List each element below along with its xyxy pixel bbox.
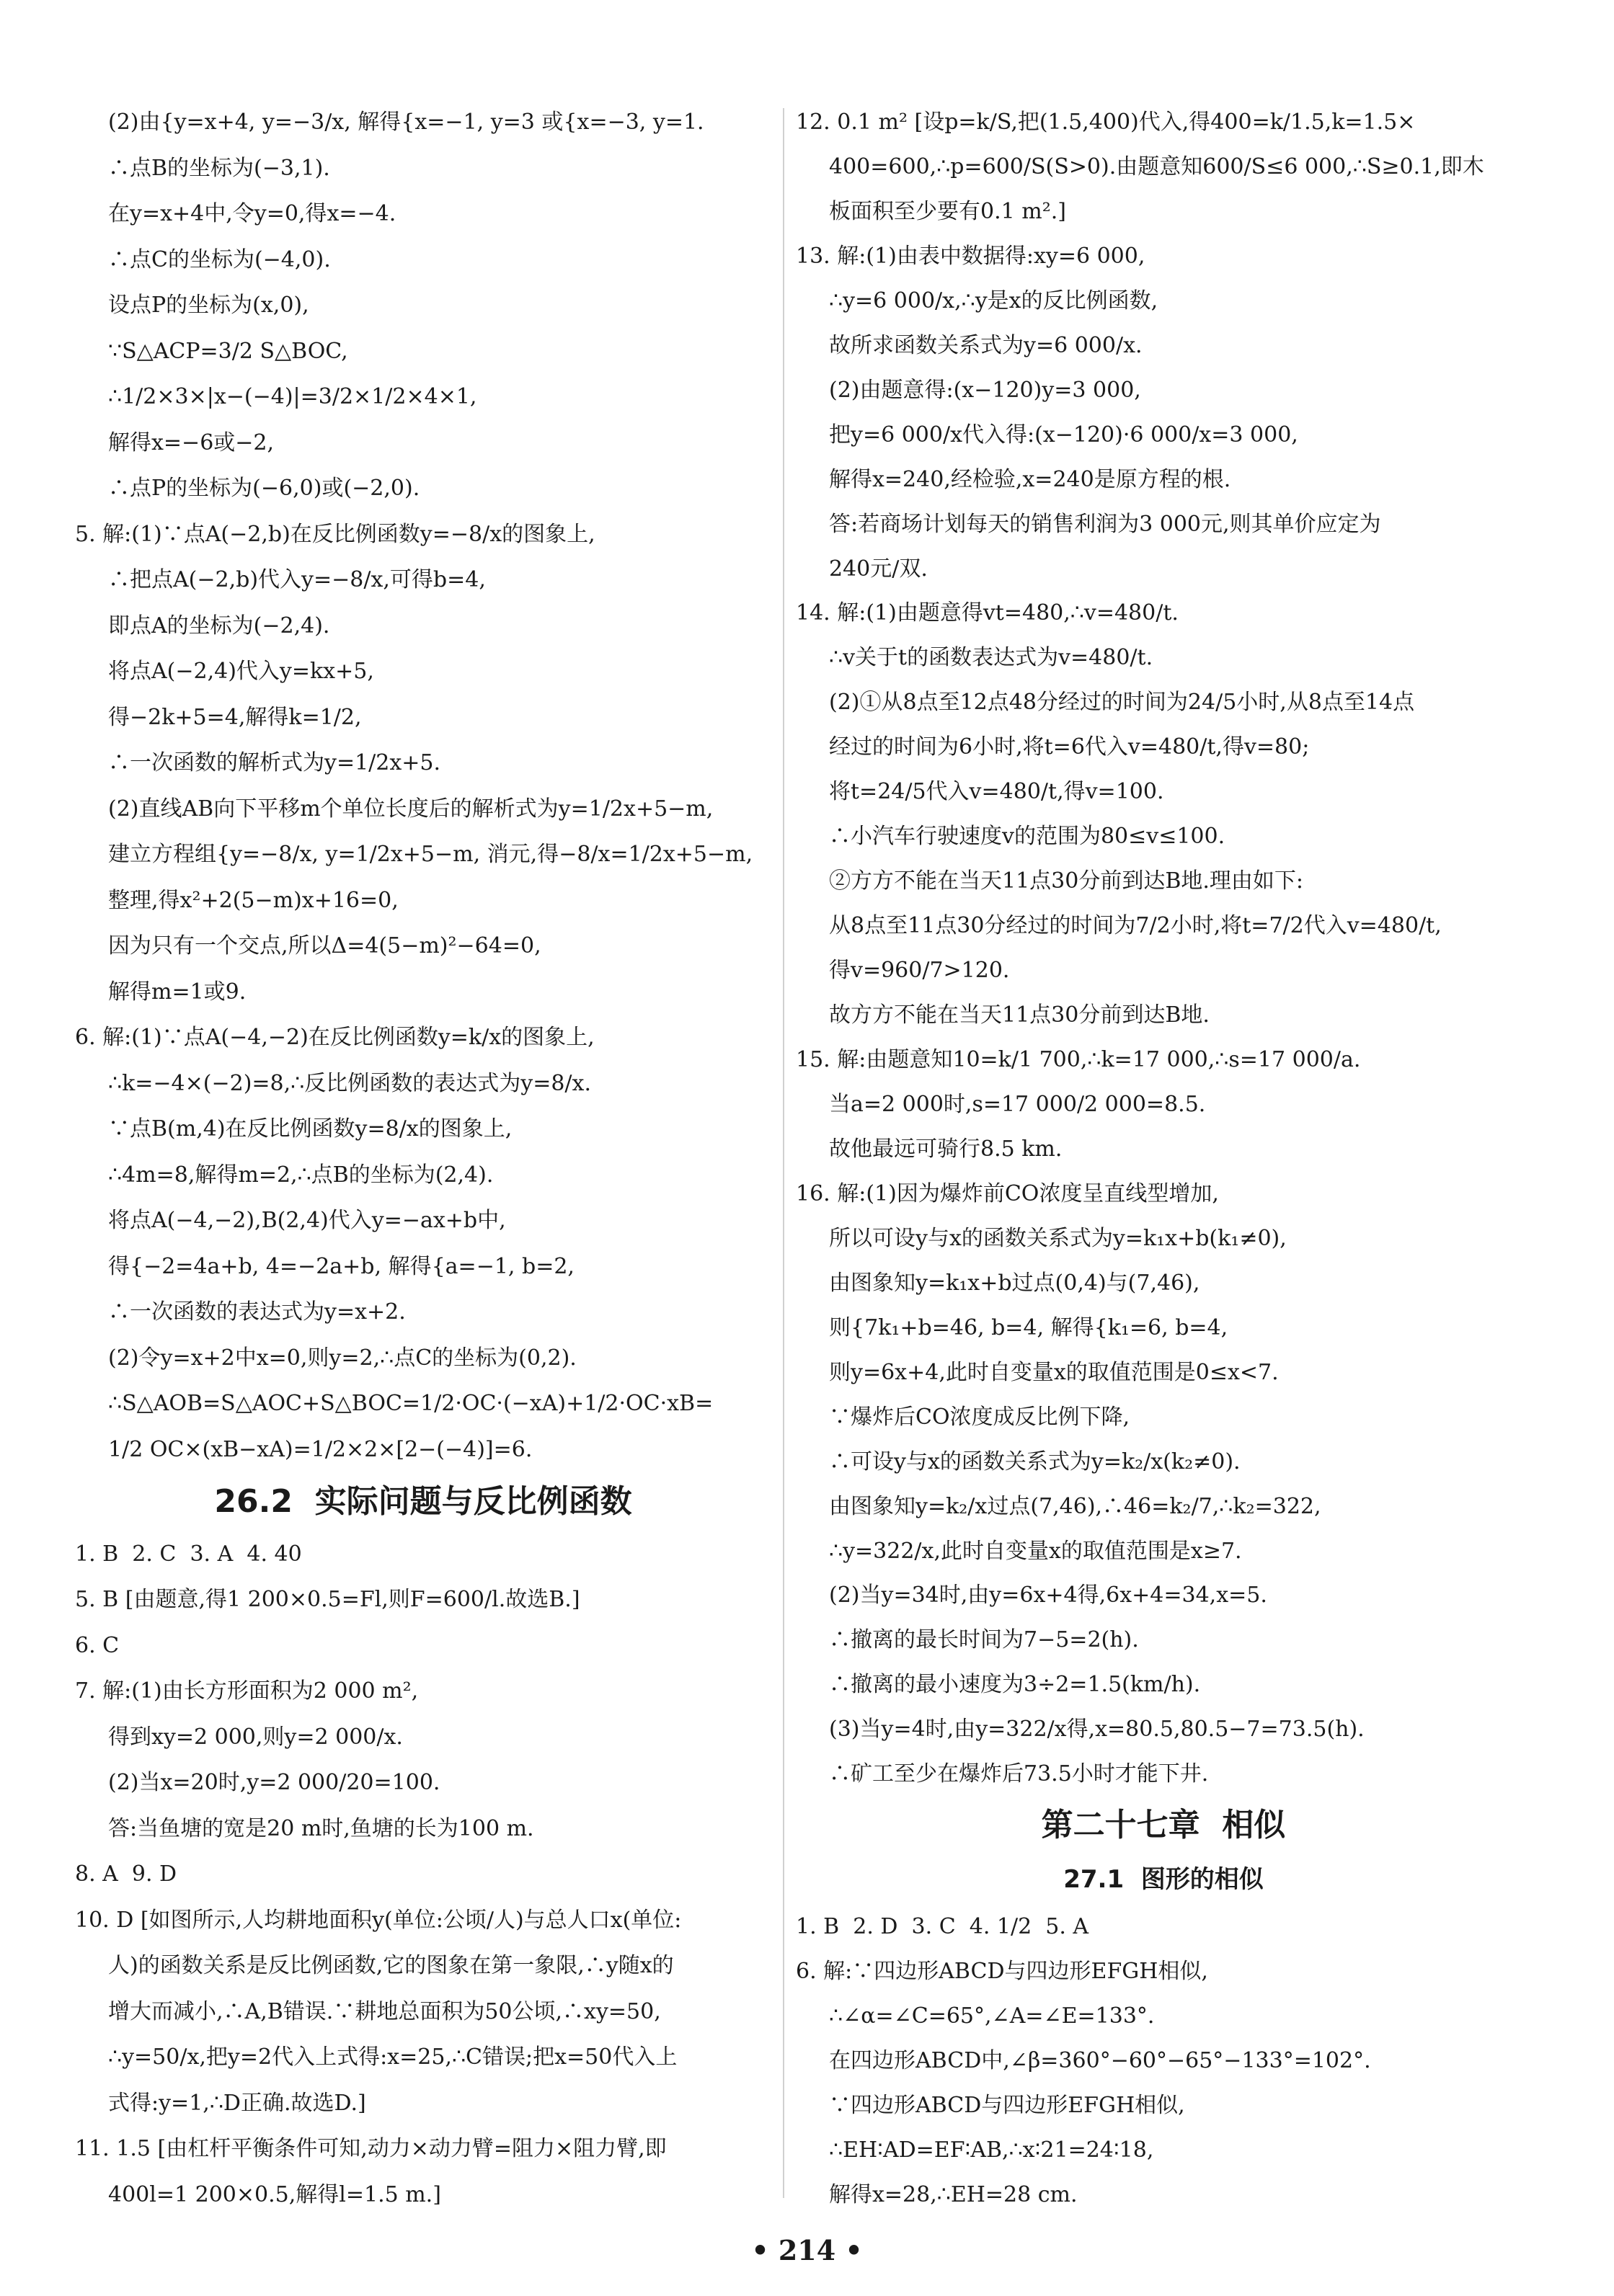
text-line: ∴∠α=∠C=65°,∠A=∠E=133°. [829,2003,1155,2029]
section-heading: 26.2 实际问题与反比例函数 [214,1483,632,1520]
left-column [75,108,771,2210]
text-line: 11. 1.5 [由杠杆平衡条件可知,动力×动力臂=阻力×阻力臂,即 [75,2136,667,2161]
text-line: ∴k=−4×(−2)=8,∴反比例函数的表达式为y=8/x. [108,1070,591,1096]
text-line: 得−2k+5=4,解得k=1/2, [108,704,362,730]
text-line: 故所求函数关系式为y=6 000/x. [829,332,1143,358]
text-line: 设点P的坐标为(x,0), [108,293,309,318]
text-line: ∴点B的坐标为(−3,1). [108,155,330,181]
text-line: 6. C [75,1632,120,1658]
text-line: ∴矿工至少在爆炸后73.5小时才能下井. [829,1761,1209,1787]
text-line: ∴4m=8,解得m=2,∴点B的坐标为(2,4). [108,1162,494,1188]
text-line: 12. 0.1 m² [设p=k/S,把(1.5,400)代入,得400=k/1.5,k=1.5× [796,110,1416,135]
text-line: 得到xy=2 000,则y=2 000/x. [108,1724,403,1750]
text-line: 将t=24/5代入v=480/t,得v=100. [829,779,1164,805]
text-line: 解得x=−6或−2, [108,430,275,455]
text-line: 16. 解:(1)因为爆炸前CO浓度呈直线型增加, [796,1180,1219,1206]
text-line: ∴EH∶AD=EF∶AB,∴x∶21=24∶18, [829,2137,1154,2163]
text-line: 5. B [由题意,得1 200×0.5=Fl,则F=600/l.故选B.] [75,1587,580,1612]
text-line: 14. 解:(1)由题意得vt=480,∴v=480/t. [796,600,1179,626]
text-line: 1. B 2. C 3. A 4. 40 [75,1541,302,1567]
text-line: 10. D [如图所示,人均耕地面积y(单位:公顷/人)与总人口x(单位: [75,1907,682,1933]
text-line: 得v=960/7>120. [829,958,1010,984]
text-line: 整理,得x²+2(5−m)x+16=0, [108,887,399,913]
text-line: 建立方程组{y=−8/x, y=1/2x+5−m, 消元,得−8/x=1/2x+5−m, [108,842,753,867]
text-line: 由图象知y=k₁x+b过点(0,4)与(7,46), [829,1270,1200,1296]
text-line: ∵S△ACP=3/2 S△BOC, [108,338,348,364]
text-line: 因为只有一个交点,所以Δ=4(5−m)²−64=0, [108,933,541,958]
text-line: 15. 解:由题意知10=k/1 700,∴k=17 000,∴s=17 000/a. [796,1047,1361,1073]
text-line: 在四边形ABCD中,∠β=360°−60°−65°−133°=102°. [829,2047,1371,2073]
text-line: (2)由题意得:(x−120)y=3 000, [829,377,1141,403]
text-line: ∴1/2×3×|x−(−4)|=3/2×1/2×4×1, [108,384,477,409]
page-number: • 214 • [751,2234,863,2266]
text-line: 即点A的坐标为(−2,4). [108,613,330,638]
text-line: ∴可设y与x的函数关系式为y=k₂/x(k₂≠0). [829,1449,1241,1474]
text-line: 解得x=28,∴EH=28 cm. [829,2181,1078,2207]
text-line: (2)①从8点至12点48分经过的时间为24/5小时,从8点至14点 [829,690,1415,716]
text-line: 板面积至少要有0.1 m².] [829,198,1066,224]
text-line: 400l=1 200×0.5,解得l=1.5 m.] [108,2181,441,2207]
text-line: 当a=2 000时,s=17 000/2 000=8.5. [829,1091,1206,1117]
text-line: 得{−2=4a+b, 4=−2a+b, 解得{a=−1, b=2, [108,1253,575,1279]
column-divider [783,108,784,2198]
text-line: ∴y=322/x,此时自变量x的取值范围是x≥7. [829,1538,1242,1564]
text-line: ∴一次函数的表达式为y=x+2. [108,1299,406,1325]
text-line: ∴点C的坐标为(−4,0). [108,246,331,272]
text-line: ∴小汽车行驶速度v的范围为80≤v≤100. [829,824,1225,850]
text-line: 增大而减小,∴A,B错误.∵耕地总面积为50公顷,∴xy=50, [108,1998,661,2024]
text-line: ∴y=50/x,把y=2代入上式得:x=25,∴C错误;把x=50代入上 [108,2044,678,2070]
text-line: 将点A(−4,−2),B(2,4)代入y=−ax+b中, [108,1208,506,1233]
text-line: 则y=6x+4,此时自变量x的取值范围是0≤x<7. [829,1359,1279,1385]
text-line: 6. 解:∵四边形ABCD与四边形EFGH相似, [796,1959,1208,1985]
text-line: ∵点B(m,4)在反比例函数y=8/x的图象上, [108,1116,513,1142]
text-line: ∴点P的坐标为(−6,0)或(−2,0). [108,476,420,501]
text-line: ∴一次函数的解析式为y=1/2x+5. [108,750,441,775]
text-line: ∴撤离的最小速度为3÷2=1.5(km/h). [829,1672,1201,1698]
text-line: ②方方不能在当天11点30分前到达B地.理由如下: [829,868,1304,894]
text-line: 1. B 2. D 3. C 4. 1/2 5. A [796,1914,1089,1940]
text-line: 在y=x+4中,令y=0,得x=−4. [108,201,396,226]
text-line: 6. 解:(1)∵点A(−4,−2)在反比例函数y=k/x的图象上, [75,1025,595,1050]
text-line: ∴把点A(−2,b)代入y=−8/x,可得b=4, [108,567,486,592]
text-line: ∵爆炸后CO浓度成反比例下降, [829,1404,1130,1430]
text-line: (2)令y=x+2中x=0,则y=2,∴点C的坐标为(0,2). [108,1345,577,1371]
text-line: 400=600,∴p=600/S(S>0).由题意知600/S≤6 000,∴S≥0.1,即木 [829,153,1484,179]
text-line: (2)直线AB向下平移m个单位长度后的解析式为y=1/2x+5−m, [108,796,714,822]
text-line: 式得:y=1,∴D正确.故选D.] [108,2090,366,2116]
text-line: (2)当y=34时,由y=6x+4得,6x+4=34,x=5. [829,1583,1267,1608]
text-line: ∵四边形ABCD与四边形EFGH相似, [829,2092,1185,2118]
text-line: (3)当y=4时,由y=322/x得,x=80.5,80.5−7=73.5(h). [829,1717,1365,1743]
text-line: 故方方不能在当天11点30分前到达B地. [829,1002,1210,1028]
text-line: (2)由{y=x+4, y=−3/x, 解得{x=−1, y=3 或{x=−3, y=1. [108,110,704,135]
text-line: ∴撤离的最长时间为7−5=2(h). [829,1627,1139,1653]
text-line: 把y=6 000/x代入得:(x−120)·6 000/x=3 000, [829,422,1298,448]
text-line: 从8点至11点30分经过的时间为7/2小时,将t=7/2代入v=480/t, [829,913,1442,939]
section-heading: 第二十七章 相似 [1041,1807,1286,1844]
text-line: 1/2 OC×(xB−xA)=1/2×2×[2−(−4)]=6. [108,1436,533,1462]
text-line: (2)当x=20时,y=2 000/20=100. [108,1770,440,1795]
text-line: 解得m=1或9. [108,979,247,1005]
text-line: 13. 解:(1)由表中数据得:xy=6 000, [796,243,1145,269]
text-line: 答:当鱼塘的宽是20 m时,鱼塘的长为100 m. [108,1815,534,1841]
text-line: 由图象知y=k₂/x过点(7,46),∴46=k₂/7,∴k₂=322, [829,1493,1321,1519]
text-line: ∴S△AOB=S△AOC+S△BOC=1/2·OC·(−xA)+1/2·OC·xB= [108,1391,714,1416]
text-line: 7. 解:(1)由长方形面积为2 000 m², [75,1678,419,1704]
right-column [796,108,1531,2210]
text-line: 经过的时间为6小时,将t=6代入v=480/t,得v=80; [829,734,1310,760]
text-line: 答:若商场计划每天的销售利润为3 000元,则其单价应定为 [829,511,1381,537]
text-line: 解得x=240,经检验,x=240是原方程的根. [829,466,1231,492]
text-line: 将点A(−2,4)代入y=kx+5, [108,659,374,684]
text-line: 5. 解:(1)∵点A(−2,b)在反比例函数y=−8/x的图象上, [75,521,595,547]
text-line: 240元/双. [829,556,928,582]
text-line: 8. A 9. D [75,1861,177,1887]
text-line: ∴v关于t的函数表达式为v=480/t. [829,645,1153,671]
text-line: ∴y=6 000/x,∴y是x的反比例函数, [829,288,1158,313]
subsection-heading: 27.1 图形的相似 [1063,1865,1264,1895]
text-line: 所以可设y与x的函数关系式为y=k₁x+b(k₁≠0), [829,1225,1287,1251]
text-line: 人)的函数关系是反比例函数,它的图象在第一象限,∴y随x的 [108,1953,674,1978]
text-line: 故他最远可骑行8.5 km. [829,1136,1063,1162]
text-line: 则{7k₁+b=46, b=4, 解得{k₁=6, b=4, [829,1314,1228,1340]
